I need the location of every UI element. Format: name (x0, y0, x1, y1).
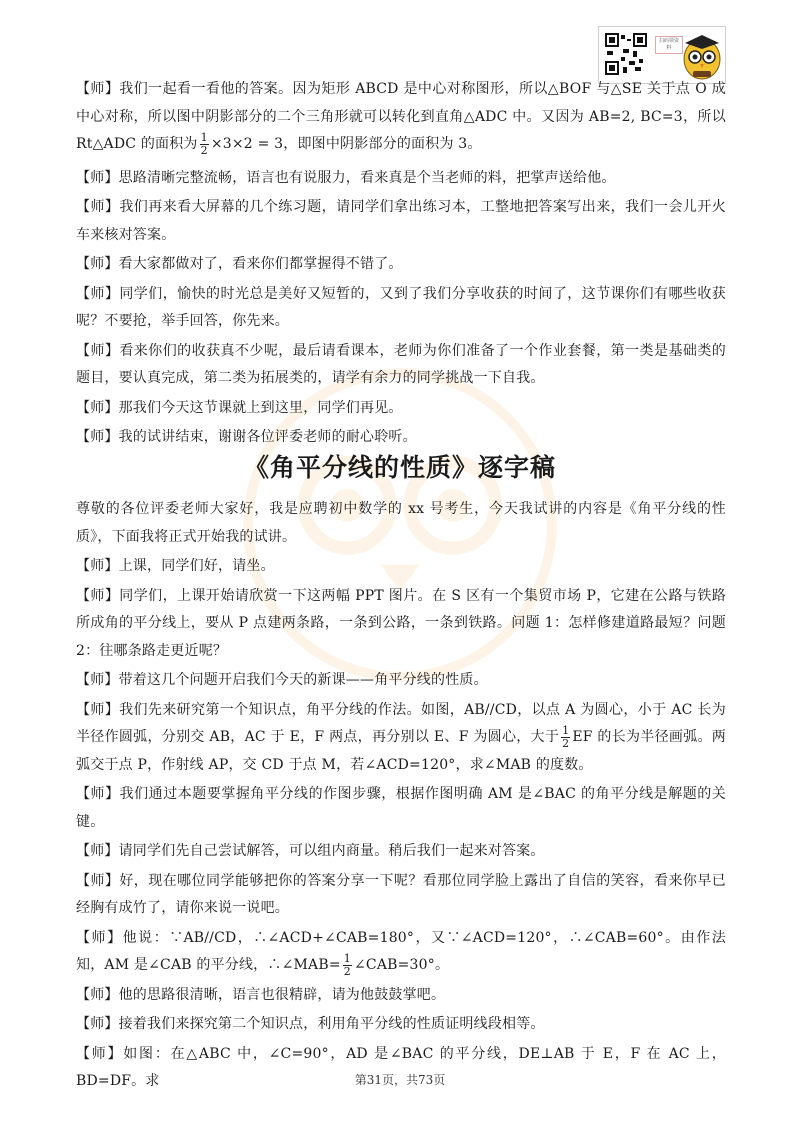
paragraph: 【师】那我们今天这节课就上到这里，同学们再见。 (76, 399, 403, 416)
paragraph: 【师】我的试讲结束，谢谢各位评委老师的耐心聆听。 (76, 429, 417, 445)
paragraph-text: ×3×2 = 3，即图中阴影部分的面积为 3。 (210, 136, 482, 152)
section-previous-lesson (76, 76, 726, 454)
paragraph: 【师】上课，同学们好，请坐。 (76, 558, 275, 574)
fraction-denominator: 2 (562, 736, 570, 750)
fraction-numerator: 1 (562, 723, 570, 737)
section-angle-bisector (76, 496, 726, 1098)
paragraph: 【师】看来你们的收获真不少呢，最后请看课本，老师为你们准备了一个作业套餐，第一类是基础类的题目，要认真完成，第二类为拓展类的，请学有余力的同学挑战一下自我。 (76, 342, 726, 386)
owl-mascot-icon (681, 29, 723, 81)
paragraph-text: 【师】我们先来研究第一个知识点，角平分线的作法。如图，AB//CD，以点 A 为圆心，小于 AC 长为半径作圆弧，分别交 AB，AC 于 E，F 两点，再分别以 E、F 为圆心，大于 (76, 701, 726, 745)
paragraph: 【师】我们通过本题要掌握角平分线的作图步骤，根据作图明确 AM 是∠BAC 的角平分线是解题的关键。 (76, 786, 726, 830)
paragraph-text: 【师】他说：∵AB//CD，∴∠ACD+∠CAB=180°，又∵∠ACD=120°，∴∠CAB=60°。由作法知，AM 是∠CAB 的平分线，∴∠MAB= (76, 929, 726, 973)
fraction-denominator: 2 (200, 143, 208, 157)
fraction (343, 953, 352, 978)
paragraph: 【师】我们再来看大屏幕的几个练习题，请同学们拿出练习本，工整地把答案写出来，我们一会儿开火车来核对答案。 (76, 199, 726, 243)
paragraph: 【师】看大家都做对了，看来你们都掌握得不错了。 (76, 256, 403, 272)
page-number: 第31页，共73页 (354, 1073, 446, 1087)
paragraph: 【师】思路清晰完整流畅，语言也有说服力，看来真是个当老师的料，把掌声送给他。 (76, 169, 616, 186)
fraction-denominator: 2 (343, 964, 351, 978)
paragraph: 【师】同学们，上课开始请欣赏一下这两幅 PPT 图片。在 S 区有一个集贸市场 P，它建在公路与铁路所成角的平分线上，要从 P 点建两条路，一条到公路，一条到铁路。问题 1：怎样修建道路最短？问题 2：往哪条路走更近呢？ (76, 587, 726, 659)
paragraph: 【师】他的思路很清晰，语言也很精辟，请为他鼓鼓掌吧。 (76, 986, 446, 1003)
paragraph (76, 76, 726, 159)
paragraph (76, 697, 726, 780)
fraction-numerator: 1 (343, 951, 351, 965)
paragraph: 【师】带着这几个问题开启我们今天的新课——角平分线的性质。 (76, 672, 488, 688)
paragraph: 【师】请同学们先自己尝试解答，可以组内商量。稍后我们一起来对答案。 (76, 843, 545, 859)
fraction (200, 132, 209, 157)
paragraph: 【师】接着我们来探究第二个知识点，利用角平分线的性质证明线段相等。 (76, 1016, 545, 1032)
paragraph: 尊敬的各位评委老师大家好，我是应聘初中数学的 xx 号考生，今天我试讲的内容是《角平分线的性质》，下面我将正式开始我的试讲。 (76, 501, 726, 545)
qr-code-icon[interactable] (605, 33, 647, 75)
paragraph-text: 【师】我们一起看一看他的答案。因为矩形 ABCD 是中心对称图形，所以△BOF 与△SE 关于点 O 成中心对称，所以图中阴影部分的二个三角形就可以转化到直角△ADC 中。又因为 AB=2, BC=3，所以 Rt△ADC 的面积为 (76, 81, 726, 152)
paragraph-text: ∠CAB=30°。 (353, 957, 450, 973)
paragraph: 【师】同学们，愉快的时光总是美好又短暂的，又到了我们分享收获的时间了，这节课你们有哪些收获呢？不要抢，举手回答，你先来。 (76, 285, 726, 329)
paragraph: 【师】如图：在△ABC 中，∠C=90°，AD 是∠BAC 的平分线，DE⊥AB 于 E，F 在 AC 上，BD=DF。求 (76, 1045, 726, 1089)
paragraph-text: EF 的长为半径画弧。两弧交于点 P，作射线 AP，交 CD 于点 M，若∠ACD=120°，求∠MAB 的度数。 (76, 729, 726, 773)
fraction (561, 725, 570, 750)
paragraph (76, 925, 726, 980)
qr-caption: 扫码领资料 (655, 36, 683, 54)
page-title: 《角平分线的性质》逐字稿 (243, 453, 556, 482)
paragraph: 【师】好，现在哪位同学能够把你的答案分享一下呢？看那位同学脸上露出了自信的笑容，看来你早已经胸有成竹了，请你来说一说吧。 (76, 872, 726, 916)
fraction-numerator: 1 (200, 130, 208, 144)
